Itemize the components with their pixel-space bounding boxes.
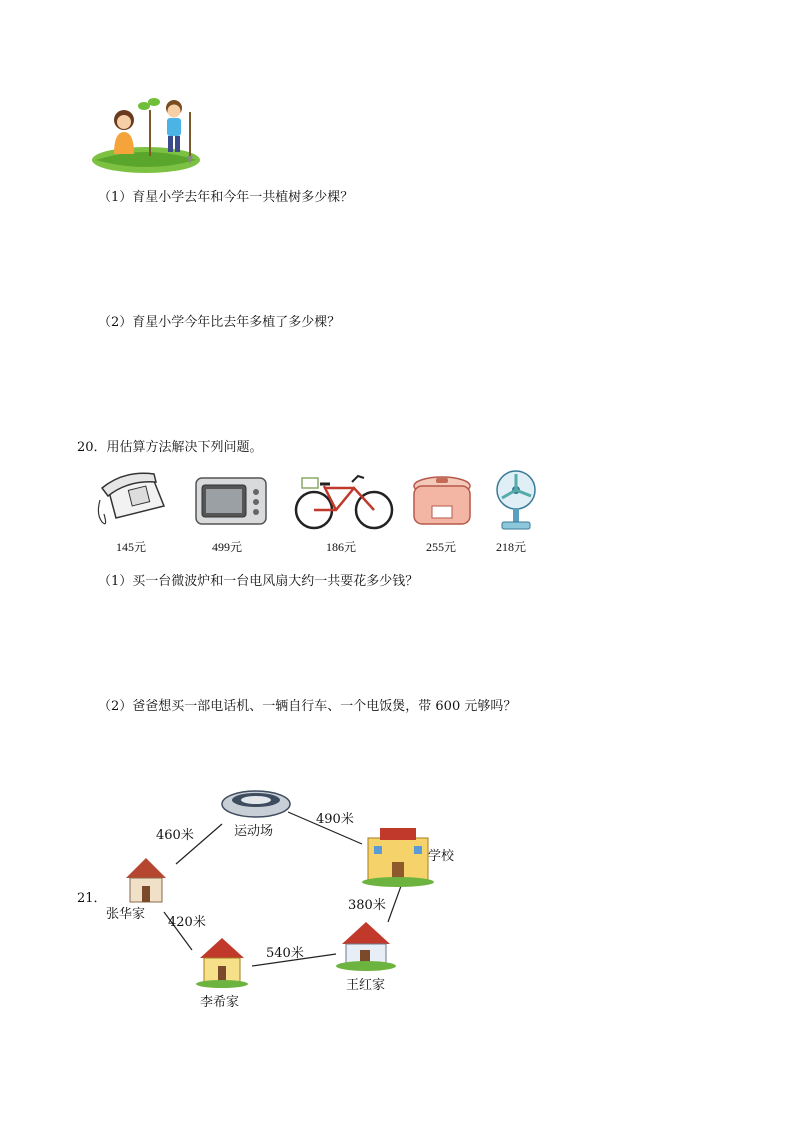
zhang-house-icon	[126, 858, 166, 902]
question-19-1: （1）育星小学去年和今年一共植树多少棵？	[98, 190, 354, 205]
price-rice-cooker: 255元	[426, 540, 457, 554]
school-icon	[362, 828, 434, 887]
place-stadium: 运动场	[234, 824, 274, 839]
tree-planting-illustration	[92, 94, 200, 174]
price-telephone: 145元	[116, 540, 147, 554]
place-zhang: 张华家	[106, 907, 146, 922]
place-wang: 王红家	[346, 978, 386, 993]
li-house-icon	[196, 938, 248, 988]
price-bicycle: 186元	[326, 540, 357, 554]
microwave-icon	[194, 476, 268, 526]
question-21-number: 21．	[77, 891, 107, 906]
place-li: 李希家	[200, 995, 240, 1010]
stadium-icon	[222, 791, 290, 817]
electric-fan-icon	[494, 468, 538, 532]
place-school: 学校	[428, 849, 455, 864]
telephone-icon	[94, 466, 168, 530]
question-20-title: 20．用估算方法解决下列问题。	[77, 440, 263, 455]
rice-cooker-icon	[410, 474, 474, 530]
distance-stadium-school: 490米	[316, 812, 354, 827]
distance-zhang-stadium: 460米	[156, 828, 194, 843]
bicycle-icon	[294, 470, 394, 532]
question-19-2: （2）育星小学今年比去年多植了多少棵？	[98, 315, 341, 330]
question-20-1: （1）买一台微波炉和一台电风扇大约一共要花多少钱？	[98, 574, 419, 589]
question-20-2: （2）爸爸想买一部电话机、一辆自行车、一个电饭煲，带 600 元够吗？	[98, 699, 517, 714]
wang-house-icon	[336, 922, 396, 971]
price-electric-fan: 218元	[496, 540, 527, 554]
distance-zhang-li: 420米	[168, 915, 206, 930]
distance-li-wang: 540米	[266, 946, 304, 961]
distance-school-wang: 380米	[348, 898, 386, 913]
route-map	[104, 782, 462, 1008]
price-microwave: 499元	[212, 540, 243, 554]
